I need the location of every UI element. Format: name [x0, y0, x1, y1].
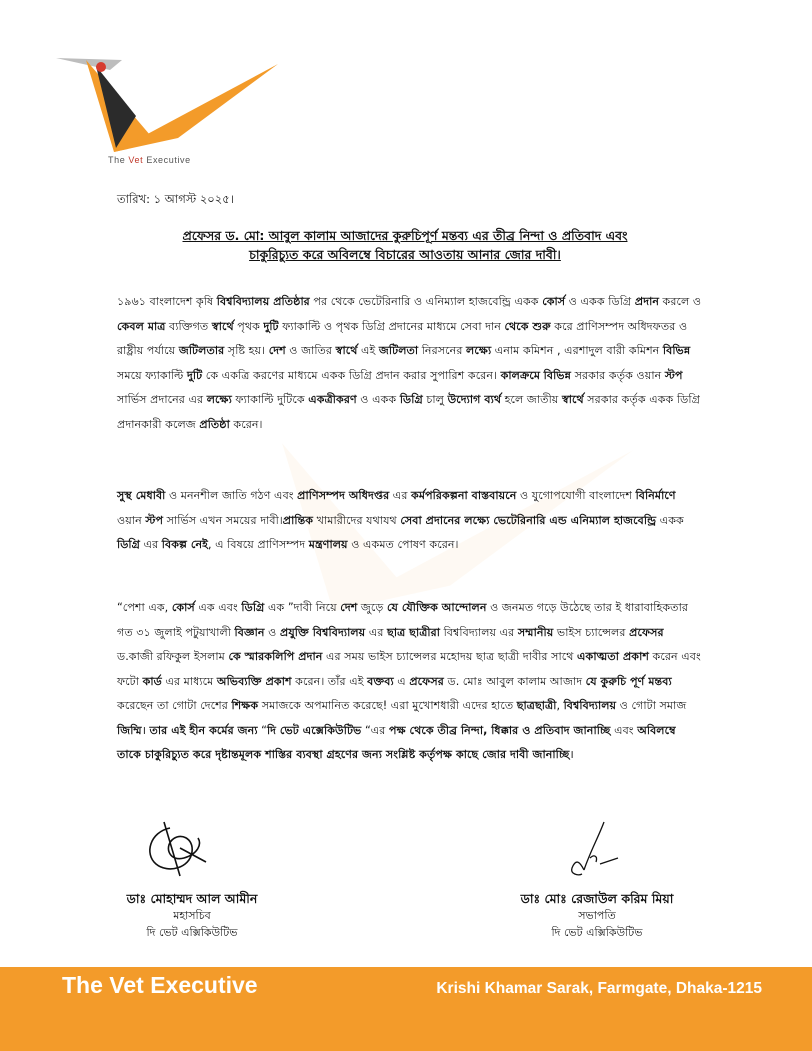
paragraph-text-run: পক্ষ থেকে তীব্র নিন্দা, ধিক্কার ও প্রতিবাদ জানাচ্ছি: [388, 723, 611, 737]
paragraph-text-run: ড.কাজী রফিকুল ইসলাম: [117, 650, 229, 663]
paragraph-text-run: “: [257, 723, 267, 737]
paragraph-text-run: বিভিন্ন: [662, 344, 691, 357]
paragraph-text-run: বিশ্ববিদ্যালয়: [563, 699, 617, 712]
footer-bar: [0, 967, 812, 1051]
paragraph-text-run: ছাত্র ছাত্রীরা: [387, 625, 441, 639]
paragraph-text-run: ড. মোঃ আবুল কালাম আজাদ: [443, 674, 586, 688]
paragraph-text-run: হলে জাতীয়: [501, 393, 562, 406]
paragraph-text-run: উদ্যোগ ব্যর্থ: [447, 393, 502, 406]
paragraph-text-run: “পেশা এক,: [117, 601, 172, 614]
footer-address: Krishi Khamar Sarak, Farmgate, Dhaka-1215: [436, 980, 762, 997]
signatory-title: মহাসচিব: [173, 909, 211, 922]
paragraph-text-run: দেশ: [268, 344, 286, 357]
paragraph-text-run: ফ্যাকাল্টি দুটিকে: [231, 393, 309, 406]
paragraph-text-run: , এ বিষয়ে প্রাণিসম্পদ: [207, 538, 309, 551]
paragraph-text-run: জিম্মি: [117, 723, 142, 737]
paragraph-text-run: এর: [365, 625, 388, 639]
paragraph-text-run: সার্ভিস প্রদানের এর: [117, 393, 207, 406]
paragraph-text-run: এবং: [610, 723, 638, 737]
paragraph-text-run: প্রদান: [634, 295, 659, 308]
signatory-left: [82, 890, 302, 941]
paragraph-text-run: সৃষ্টি হয়।: [224, 344, 269, 357]
paragraph-text-run: সার্ভিস এখন সময়ের দাবী।: [163, 513, 283, 527]
signatory-right: [487, 890, 707, 941]
logo-orange-right: [114, 64, 278, 152]
paragraph-text-run: কেবল মাত্র: [117, 319, 166, 333]
paragraph-text-run: কার্ড: [142, 674, 162, 688]
paragraph-text-run: সুস্থ মেধাবী: [117, 489, 166, 502]
paragraph-text-run: ছাত্রছাত্রী: [516, 699, 557, 712]
paragraph-text-run: সরকার কর্তৃক ওয়ান: [571, 368, 665, 382]
paragraph-text-run: একত্রীকরণ: [308, 393, 357, 406]
footer-brand: The Vet Executive: [62, 972, 258, 998]
paragraph-text-run: সমাজকে অপমানিত করেছে! এরা মুখোশধারী এদের হাতে: [258, 699, 517, 712]
paragraph-text-run: খামারীদের যথাযথ: [313, 513, 401, 527]
paragraph-text-run: করেন।: [229, 417, 263, 431]
paragraph-text-run: এর সময় ভাইস চ্যান্সেলর মহোদয় ছাত্র ছাত্রী দাবীর সাথে: [322, 650, 578, 663]
paragraph-text-run: সম্মানীয়: [517, 625, 554, 639]
signatory-org: দি ভেট এক্সিকিউটিভ: [146, 926, 238, 939]
paragraph-text-run: এর মাধ্যমে: [161, 674, 217, 688]
paragraph-text-run: করলে ও: [659, 295, 702, 308]
paragraph-text-run: ও মননশীল জাতি গঠণ এবং: [165, 489, 298, 502]
paragraph-text-run: এক ”দাবী নিয়ে: [264, 601, 341, 614]
paragraph-text-run: এক এবং: [194, 601, 242, 614]
paragraph-text-run: প্রযুক্তি বিশ্ববিদ্যালয়: [279, 625, 366, 639]
signatory-name: ডাঃ মোহাম্মদ আল আমীন: [126, 891, 258, 906]
paragraph-text-run: এর: [140, 538, 162, 551]
paragraph-text-run: পৃথক: [233, 319, 264, 333]
paragraph-text-run: ও জনমত গড়ে উঠেছে তার ই ধারাবাহিকতার গত ৩১ জুলাই পটুয়াখালী: [117, 601, 688, 639]
paragraph-text-run: ১৯৬১ বাংলাদেশ কৃষি: [117, 295, 217, 308]
body-paragraph-2: [117, 484, 702, 558]
body-paragraph-3: [117, 596, 702, 768]
paragraph-text-run: ভাইস চ্যান্সেলর: [553, 625, 630, 639]
paragraph-text-run: ডিগ্রি: [241, 601, 265, 614]
paragraph-text-run: করে প্রাণিসম্পদ অধিদফতর ও রাষ্ট্রীয় পর্যায়ে: [117, 319, 688, 357]
paragraph-text-run: অবিলম্বে তাকে চাকুরিচ্যুত করে দৃষ্টান্তমূলক শাস্তির ব্যবস্থা গ্রহণের জন্য সংশ্লিষ্ট কর্তৃপক্ষ কাছে জোর দাবী জানাচ্ছি: [117, 723, 676, 761]
paragraph-text-run: কোর্স: [171, 601, 195, 614]
paragraph-text-run: বিজ্ঞান: [234, 625, 265, 639]
paragraph-text-run: দেশ: [340, 601, 358, 614]
paragraph-text-run: সরকার কর্তৃক একক ডিগ্রি প্রদানকারী কলেজ: [117, 393, 700, 431]
signatory-org: দি ভেট এক্সিকিউটিভ: [551, 926, 643, 939]
paragraph-text-run: ।: [141, 723, 150, 737]
paragraph-text-run: বিশ্ববিদ্যালয় প্রতিষ্ঠার: [216, 295, 310, 308]
paragraph-text-run: স্বার্থে: [561, 393, 584, 406]
paragraph-text-run: একক: [656, 513, 684, 527]
paragraph-text-run: এর: [389, 489, 412, 502]
paragraph-text-run: ও যুগোপযোগী বাংলাদেশ: [516, 489, 636, 502]
paragraph-text-run: সেবা প্রদানের লক্ষ্যে ভেটেরিনারি এন্ড এনিম্যাল হাজবেন্ড্রি: [400, 513, 657, 527]
paragraph-text-run: বক্তব্য: [367, 674, 394, 688]
paragraph-text-run: দুটি: [187, 368, 203, 382]
paragraph-text-run: ও জাতির: [285, 344, 336, 357]
paragraph-text-run: করেন এবং ফটো: [117, 650, 701, 688]
paragraph-text-run: ,: [556, 699, 564, 712]
paragraph-text-run: ডিগ্রি: [399, 393, 423, 406]
paragraph-text-run: অভিব্যক্তি প্রকাশ: [216, 674, 292, 688]
paragraph-text-run: লক্ষ্যে: [466, 344, 492, 357]
signature-left: [140, 818, 210, 878]
letter-date: তারিখ: ১ আগস্ট ২০২৫।: [117, 192, 234, 206]
logo-caption: The Vet Executive: [108, 155, 191, 165]
subject-line-2: চাকুরিচ্যুত করে অবিলম্বে বিচারের আওতায় আনার জোর দাবী।: [249, 247, 561, 262]
paragraph-text-run: ও একমত পোষণ করেন।: [347, 538, 459, 551]
signatory-name: ডাঃ মোঃ রেজাউল করিম মিয়া: [520, 891, 674, 906]
paragraph-text-run: ।: [569, 748, 574, 761]
paragraph-text-run: স্বার্থে: [335, 344, 358, 357]
paragraph-text-run: তার এই হীন কর্মের জন্য: [149, 723, 258, 737]
paragraph-text-run: জটিলতা: [378, 344, 419, 357]
paragraph-text-run: প্রতিষ্ঠা: [199, 417, 230, 431]
paragraph-text-run: মন্ত্রণালয়: [308, 538, 348, 551]
paragraph-text-run: নিরসনের: [418, 344, 467, 357]
paragraph-text-run: বিশ্ববিদ্যালয় এর: [440, 625, 518, 639]
paragraph-text-run: শিক্ষক: [231, 699, 259, 712]
paragraph-text-run: প্রান্তিক: [282, 513, 314, 527]
paragraph-text-run: ডিগ্রি: [117, 538, 141, 551]
body-paragraph-1: [117, 290, 702, 437]
paragraph-text-run: ব্যক্তিগত: [165, 319, 212, 333]
paragraph-text-run: স্বার্থে: [211, 319, 234, 333]
paragraph-text-run: প্রাণিসম্পদ অধিদপ্তর: [297, 489, 390, 502]
paragraph-text-run: প্রফেসর: [629, 625, 664, 639]
paragraph-text-run: বিভিন্ন: [543, 368, 572, 382]
paragraph-text-run: ও গোটা সমাজ: [616, 699, 687, 712]
paragraph-text-run: কে একত্রি করণের মাধ্যমে একক ডিগ্রি প্রদান করার সুপারিশ করেন।: [202, 368, 501, 382]
paragraph-text-run: যে কুরুচি পূর্ণ মন্তব্য: [585, 674, 672, 688]
paragraph-text-run: কর্মপরিকল্পনা বাস্তবায়নে: [411, 489, 517, 502]
paragraph-text-run: প্রফেসর: [409, 674, 444, 688]
paragraph-text-run: বিকল্প নেই: [161, 538, 208, 551]
paragraph-text-run: একাত্মতা প্রকাশ: [577, 650, 649, 663]
letter-subject: [110, 226, 700, 264]
paragraph-text-run: ও একক: [356, 393, 400, 406]
paragraph-text-run: জুড়ে: [357, 601, 387, 614]
paragraph-text-run: স্টপ: [664, 368, 683, 382]
paragraph-text-run: কে স্মারকলিপি প্রদান: [228, 650, 323, 663]
paragraph-text-run: সময়ে ফ্যাকাল্টি: [117, 368, 188, 382]
paragraph-text-run: ফ্যাকাল্টি ও পৃথক ডিগ্রি প্রদানের মাধ্যমে সেবা দান: [278, 319, 505, 333]
paragraph-text-run: জটিলতার: [178, 344, 225, 357]
paragraph-text-run: থেকে শুরু: [504, 319, 551, 333]
paragraph-text-run: এ: [393, 674, 410, 688]
paragraph-text-run: স্টপ: [145, 513, 164, 527]
paragraph-text-run: বিনির্মাণে: [635, 489, 676, 502]
paragraph-text-run: ও: [264, 625, 280, 639]
paragraph-text-run: চালু: [422, 393, 448, 406]
paragraph-text-run: দুটি: [263, 319, 279, 333]
paragraph-text-run: ও একক ডিগ্রি: [565, 295, 635, 308]
paragraph-text-run: এনাম কমিশন , এরশাদুল বারী কমিশন: [491, 344, 663, 357]
paragraph-text-run: করেন। তাঁর এই: [291, 674, 368, 688]
paragraph-text-run: দি ভেট এক্সেকিউটিভ: [266, 723, 362, 737]
paragraph-text-run: “এর: [361, 723, 389, 737]
paragraph-text-run: ওয়ান: [117, 513, 146, 527]
paragraph-text-run: যে যৌক্তিক আন্দোলন: [386, 601, 487, 614]
paragraph-text-run: লক্ষ্যে: [206, 393, 232, 406]
paragraph-text-run: করেছেন তা গোটা দেশের: [117, 699, 232, 712]
paragraph-text-run: পর থেকে ভেটেরিনারি ও এনিম্যাল হাজবেন্ড্রি একক: [309, 295, 543, 308]
paragraph-text-run: কোর্স: [542, 295, 566, 308]
subject-line-1: প্রফেসর ড. মো: আবুল কালাম আজাদের কুরুচিপূর্ণ মন্তব্য এর তীব্র নিন্দা ও প্রতিবাদ এবং: [182, 228, 628, 243]
paragraph-text-run: এই: [357, 344, 379, 357]
signatory-title: সভাপতি: [578, 909, 616, 922]
paragraph-text-run: কালক্রমে: [500, 368, 541, 382]
signature-right: [562, 818, 622, 880]
logo-red-dot: [96, 62, 106, 72]
